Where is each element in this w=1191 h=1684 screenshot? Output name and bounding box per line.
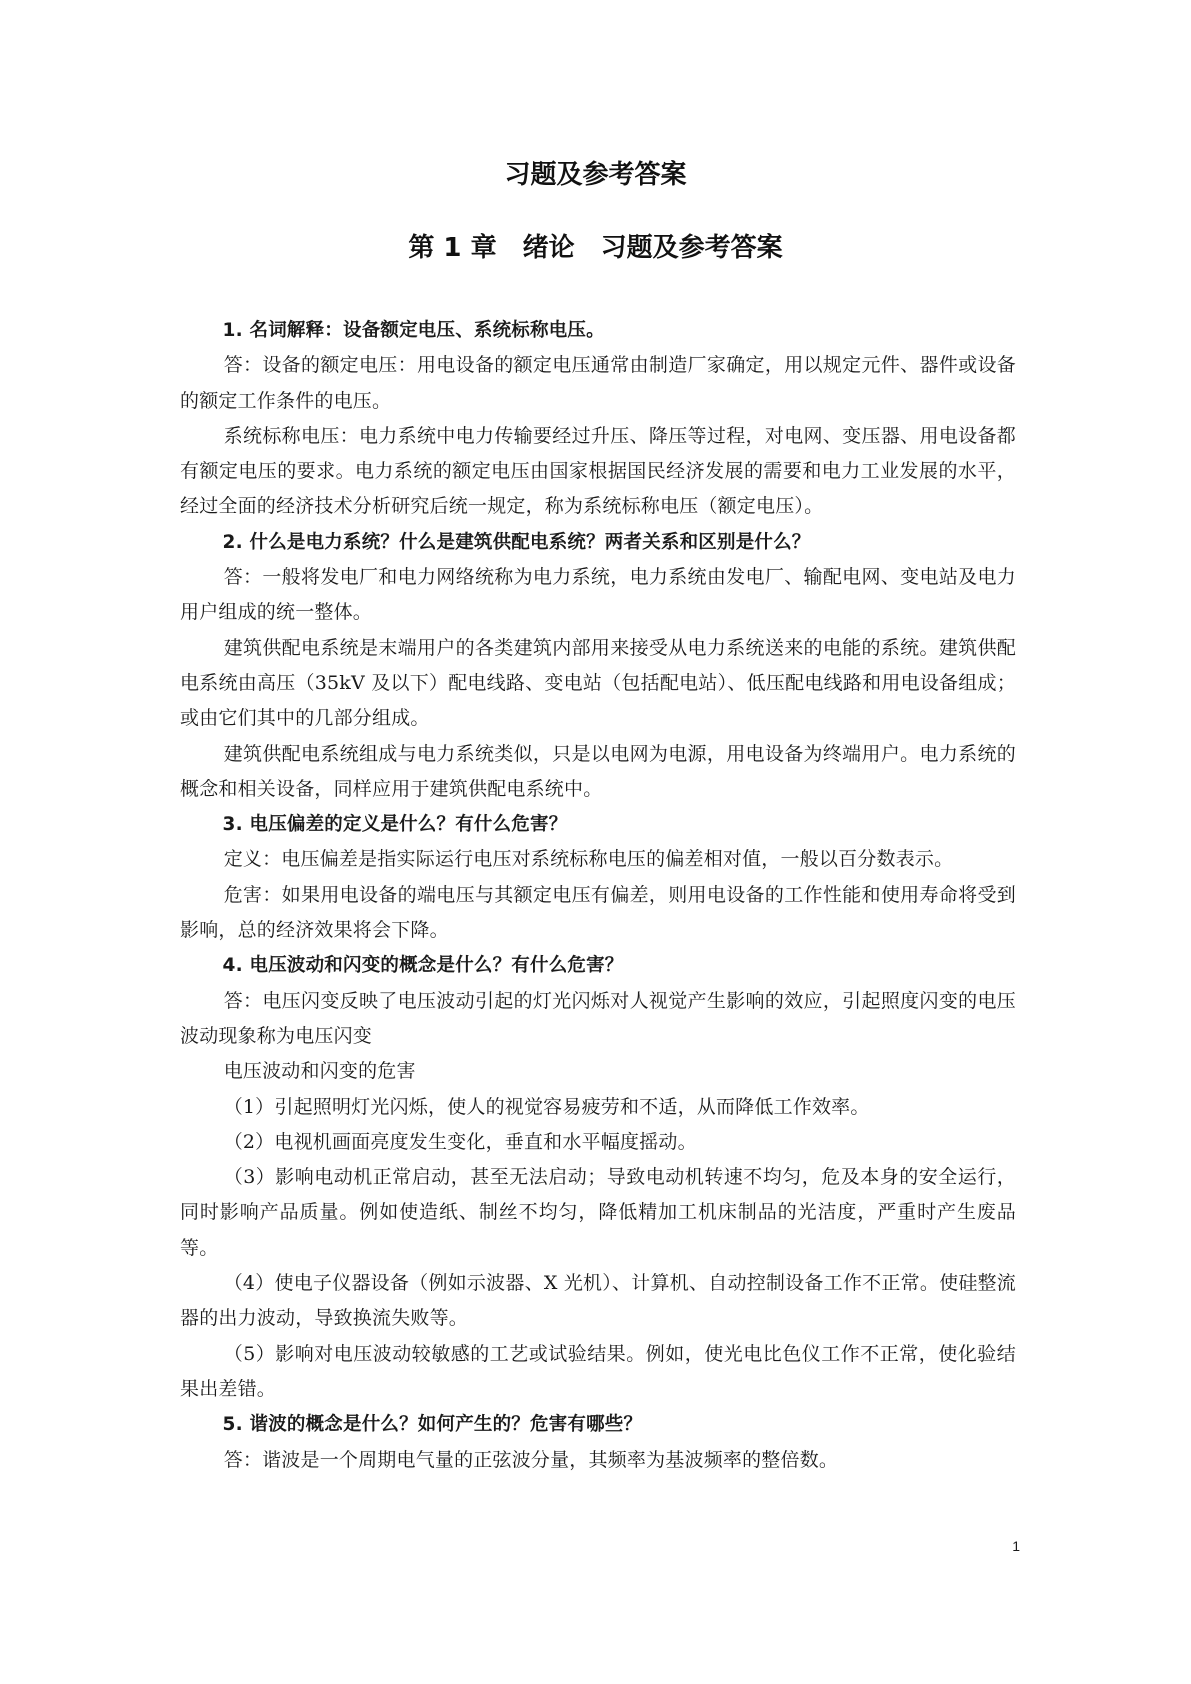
question-heading: 1. 名词解释：设备额定电压、系统标称电压。 <box>222 320 605 341</box>
chapter-name: 绪论 <box>522 233 575 263</box>
answer-paragraph: 危害：如果用电设备的端电压与其额定电压有偏差，则用电设备的工作性能和使用寿命将受到影响，总的经济效果将会下降。 <box>180 883 1016 942</box>
answer-paragraph: 系统标称电压：电力系统中电力传输要经过升压、降压等过程，对电网、变压器、用电设备都有额定电压的要求。电力系统的额定电压由国家根据国民经济发展的需要和电力工业发展的水平，经过全面的经济技术分析研究后统一规定，称为系统标称电压（额定电压）。 <box>180 424 1016 518</box>
answer-paragraph: 答：一般将发电厂和电力网络统称为电力系统，电力系统由发电厂、输配电网、变电站及电力用户组成的统一整体。 <box>180 566 1016 624</box>
answer-paragraph: （5）影响对电压波动较敏感的工艺或试验结果。例如，使光电比色仪工作不正常，使化验结果出差错。 <box>180 1342 1016 1400</box>
question-heading: 4. 电压波动和闪变的概念是什么？有什么危害？ <box>222 955 624 977</box>
answer-paragraph: 电压波动和闪变的危害 <box>223 1060 416 1083</box>
question-heading: 2. 什么是电力系统？什么是建筑供配电系统？两者关系和区别是什么？ <box>222 531 811 553</box>
answer-paragraph: 定义：电压偏差是指实际运行电压对系统标称电压的偏差相对值，一般以百分数表示。 <box>223 848 954 871</box>
chapter-title <box>0 228 1191 268</box>
document-body <box>180 313 1016 1478</box>
question-heading: 5. 谐波的概念是什么？如何产生的？危害有哪些？ <box>222 1414 643 1436</box>
answer-paragraph: 建筑供配电系统是末端用户的各类建筑内部用来接受从电力系统送来的电能的系统。建筑供配电系统由高压（35kV 及以下）配电线路、变电站（包括配电站）、低压配电线路和用电设备组成；或由它们其中的几部分组成。 <box>180 636 1016 730</box>
document-title: 习题及参考答案 <box>504 160 687 190</box>
answer-paragraph: 答：谐波是一个周期电气量的正弦波分量，其频率为基波频率的整倍数。 <box>223 1448 839 1471</box>
answer-paragraph: （3）影响电动机正常启动，甚至无法启动；导致电动机转速不均匀，危及本身的安全运行，同时影响产品质量。例如使造纸、制丝不均匀，降低精加工机床制品的光洁度，严重时产生废品等。 <box>180 1166 1016 1259</box>
chapter-number: 第 1 章 <box>408 233 497 263</box>
chapter-suffix: 习题及参考答案 <box>600 233 783 263</box>
question-heading: 3. 电压偏差的定义是什么？有什么危害？ <box>222 814 568 836</box>
page-number: 1 <box>1012 1538 1020 1554</box>
answer-paragraph: （4）使电子仪器设备（例如示波器、X 光机）、计算机、自动控制设备工作不正常。使硅整流器的出力波动，导致换流失败等。 <box>180 1272 1016 1330</box>
answer-paragraph: 答：电压闪变反映了电压波动引起的灯光闪烁对人视觉产生影响的效应，引起照度闪变的电压波动现象称为电压闪变 <box>180 989 1016 1047</box>
answer-paragraph: （2）电视机画面亮度发生变化，垂直和水平幅度摇动。 <box>223 1130 697 1153</box>
answer-paragraph: 建筑供配电系统组成与电力系统类似，只是以电网为电源，用电设备为终端用户。电力系统的概念和相关设备，同样应用于建筑供配电系统中。 <box>180 742 1016 800</box>
answer-paragraph: 答：设备的额定电压：用电设备的额定电压通常由制造厂家确定，用以规定元件、器件或设备的额定工作条件的电压。 <box>180 354 1016 412</box>
answer-paragraph: （1）引起照明灯光闪烁，使人的视觉容易疲劳和不适，从而降低工作效率。 <box>223 1095 870 1118</box>
